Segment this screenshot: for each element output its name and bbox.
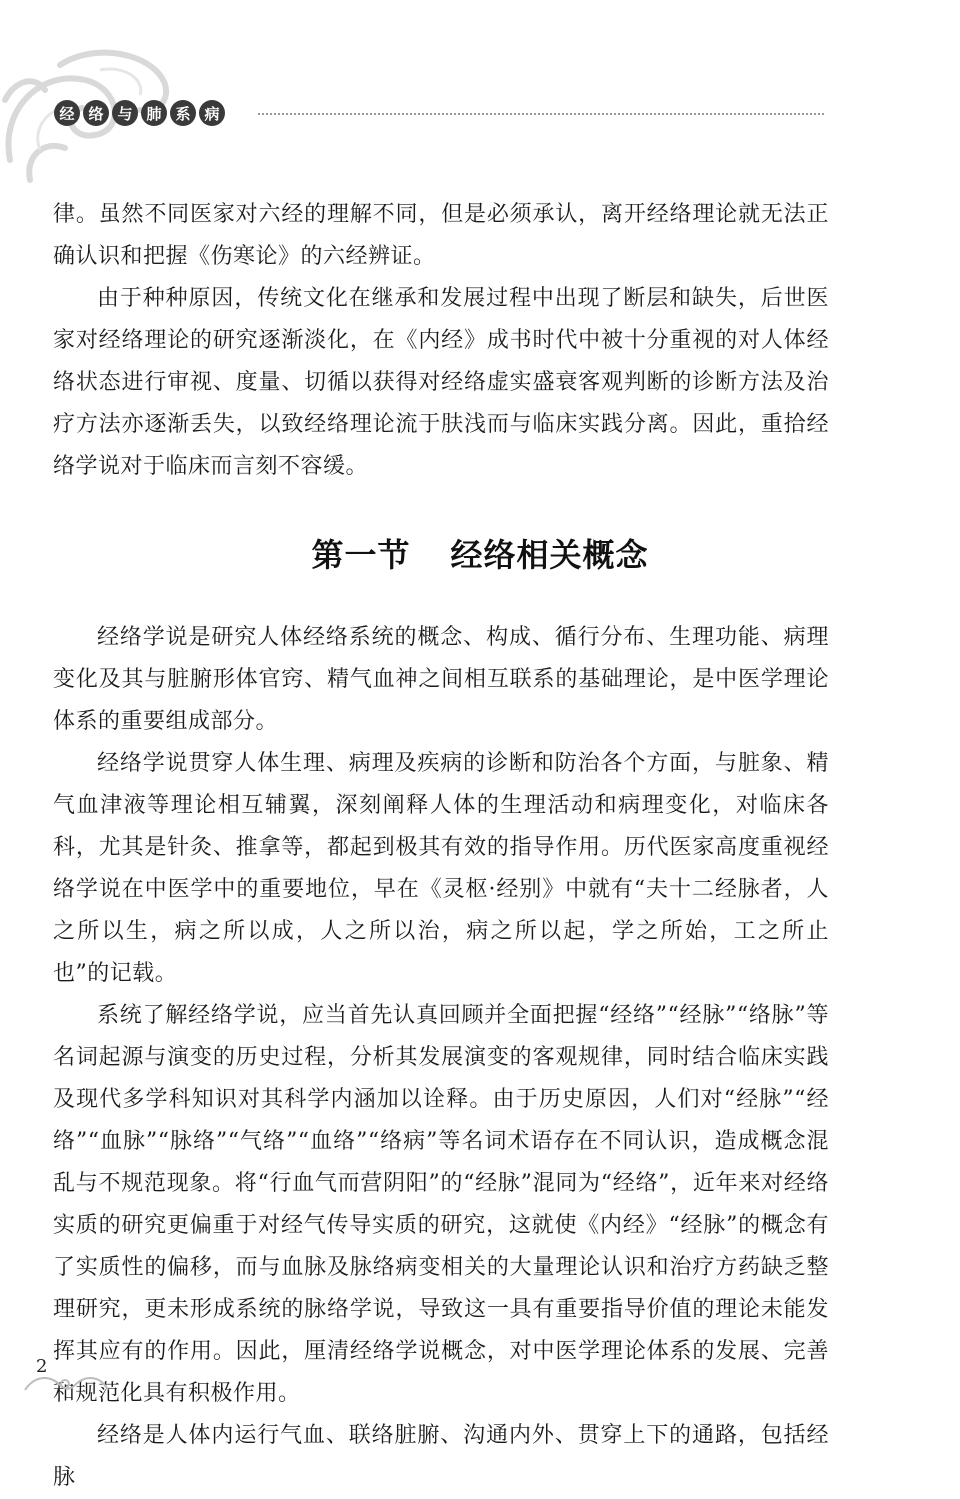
section-number: 第一节 [311, 536, 411, 574]
running-title-char: 病 [199, 100, 225, 126]
paragraph: 律。虽然不同医家对六经的理解不同，但是必须承认，离开经络理论就无法正确认识和把握《伤寒论》的六经辨证。 [53, 202, 829, 269]
running-title [54, 100, 225, 130]
running-title-char: 络 [83, 100, 109, 126]
section-heading [0, 530, 960, 576]
running-title-char: 肺 [141, 100, 167, 126]
footer-ornament-icon [20, 1370, 110, 1398]
section-body [53, 617, 829, 1499]
paragraph: 经络学说贯穿人体生理、病理及疾病的诊断和防治各个方面，与脏象、精气血津液等理论相互辅翼，深刻阐释人体的生理活动和病理变化，对临床各科，尤其是针灸、推拿等，都起到极其有效的指导作用。历代医家高度重视经络学说在中医学中的重要地位，早在《灵枢·经别》中就有“夫十二经脉者，人之所以生，病之所以成，人之所以治，病之所以起，学之所始，工之所止也”的记载。 [53, 751, 829, 986]
paragraph: 由于种种原因，传统文化在继承和发展过程中出现了断层和缺失，后世医家对经络理论的研究逐渐淡化，在《内经》成书时代中被十分重视的对人体经络状态进行审视、度量、切循以获得对经络虚实盛衰客观判断的诊断方法及治疗方法亦逐渐丢失，以致经络理论流于肤浅而与临床实践分离。因此，重拾经络学说对于临床而言刻不容缓。 [53, 286, 829, 479]
paragraph: 经络学说是研究人体经络系统的概念、构成、循行分布、生理功能、病理变化及其与脏腑形体官窍、精气血神之间相互联系的基础理论，是中医学理论体系的重要组成部分。 [53, 625, 829, 734]
page-number: 2 [36, 1356, 48, 1377]
running-title-char: 系 [170, 100, 196, 126]
paragraph: 经络是人体内运行气血、联络脏腑、沟通内外、贯穿上下的通路，包括经脉 [53, 1423, 829, 1490]
paragraph: 系统了解经络学说，应当首先认真回顾并全面把握“经络”“经脉”“络脉”等名词起源与演变的历史过程，分析其发展演变的客观规律，同时结合临床实践及现代多学科知识对其科学内涵加以诠释。由于历史原因，人们对“经脉”“经络”“血脉”“脉络”“气络”“血络”“络病”等名词术语存在不同认识，造成概念混乱与不规范现象。将“行血气而营阴阳”的“经脉”混同为“经络”，近年来对经络实质的研究更偏重于对经气传导实质的研究，这就使《内经》“经脉”的概念有了实质性的偏移，而与血脉及脉络病变相关的大量理论认识和治疗方药缺乏整理研究，更未形成系统的脉络学说，导致这一具有重要指导价值的理论未能发挥其应有的作用。因此，厘清经络学说概念，对中医学理论体系的发展、完善和规范化具有积极作用。 [53, 1003, 829, 1406]
running-title-char: 经 [54, 100, 80, 126]
running-title-char: 与 [112, 100, 138, 126]
header-dotted-rule [258, 113, 824, 115]
intro-text [53, 194, 829, 488]
section-title: 经络相关概念 [450, 536, 649, 574]
